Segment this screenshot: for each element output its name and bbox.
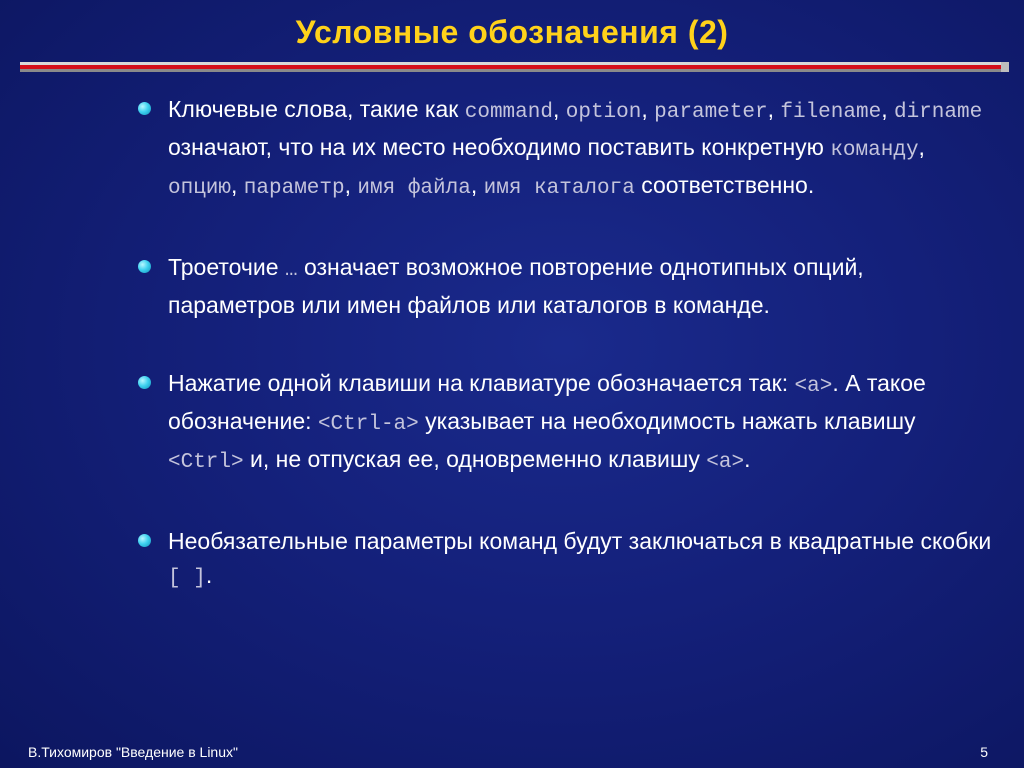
code-term: параметр <box>243 177 345 200</box>
slide-title: Условные обозначения (2) <box>295 14 729 50</box>
text: Необязательные параметры команд будут заключаться в квадратные скобки <box>168 528 992 554</box>
bullet-dot-icon <box>138 102 151 115</box>
title-divider <box>20 62 1006 74</box>
bullet-item-keywords <box>132 92 992 206</box>
code-term: <Ctrl> <box>168 451 244 474</box>
text: Троеточие <box>168 254 285 280</box>
text: . <box>205 562 213 588</box>
text: , <box>552 96 566 122</box>
code-term: имя файла <box>357 177 471 200</box>
code-term: option <box>565 101 642 124</box>
footer-author: В.Тихомиров "Введение в Linux" <box>28 744 238 760</box>
code-term: <a> <box>794 375 833 398</box>
text: , <box>470 172 484 198</box>
bullet-item-keypress <box>132 366 992 480</box>
text: , <box>881 96 894 122</box>
bullet-list <box>132 92 992 596</box>
text: , <box>918 134 925 160</box>
code-term: [ ] <box>168 567 206 590</box>
bullet-dot-icon <box>138 376 151 389</box>
divider-shadow <box>20 69 1006 72</box>
bullet-dot-icon <box>138 534 151 547</box>
text: соответственно. <box>634 172 815 198</box>
code-term: команду <box>830 139 919 162</box>
text: означает возможное повторение однотипных опций, параметров или имен файлов или каталогов в команде. <box>168 254 864 318</box>
text: означают, что на их место необходимо поставить конкретную <box>168 134 831 160</box>
code-term: command <box>464 101 553 124</box>
bullet-item-ellipsis <box>132 250 992 322</box>
code-term: опцию <box>168 177 232 200</box>
text: , <box>231 172 244 198</box>
code-term: filename <box>780 101 882 124</box>
text: Ключевые слова, такие как <box>168 96 465 122</box>
text: . <box>744 446 751 472</box>
text: , <box>767 96 781 122</box>
code-term: <Ctrl-a> <box>317 413 419 436</box>
code-term: … <box>284 259 298 282</box>
text: и, не отпуская ее, одновременно клавишу <box>243 446 707 472</box>
code-term: dirname <box>893 101 983 124</box>
code-term: <a> <box>706 451 745 474</box>
text: указывает на необходимость нажать клавишу <box>418 408 916 434</box>
bullet-dot-icon <box>138 260 151 273</box>
page-number: 5 <box>980 744 988 760</box>
text: Нажатие одной клавиши на клавиатуре обозначается так: <box>168 370 795 396</box>
code-term: parameter <box>654 101 768 124</box>
text: , <box>641 96 655 122</box>
bullet-item-optional-params <box>132 524 992 596</box>
text: . А такое обозначение: <box>168 370 926 434</box>
text: , <box>344 172 358 198</box>
divider-end-cap <box>1001 62 1009 72</box>
code-term: имя каталога <box>483 177 635 200</box>
